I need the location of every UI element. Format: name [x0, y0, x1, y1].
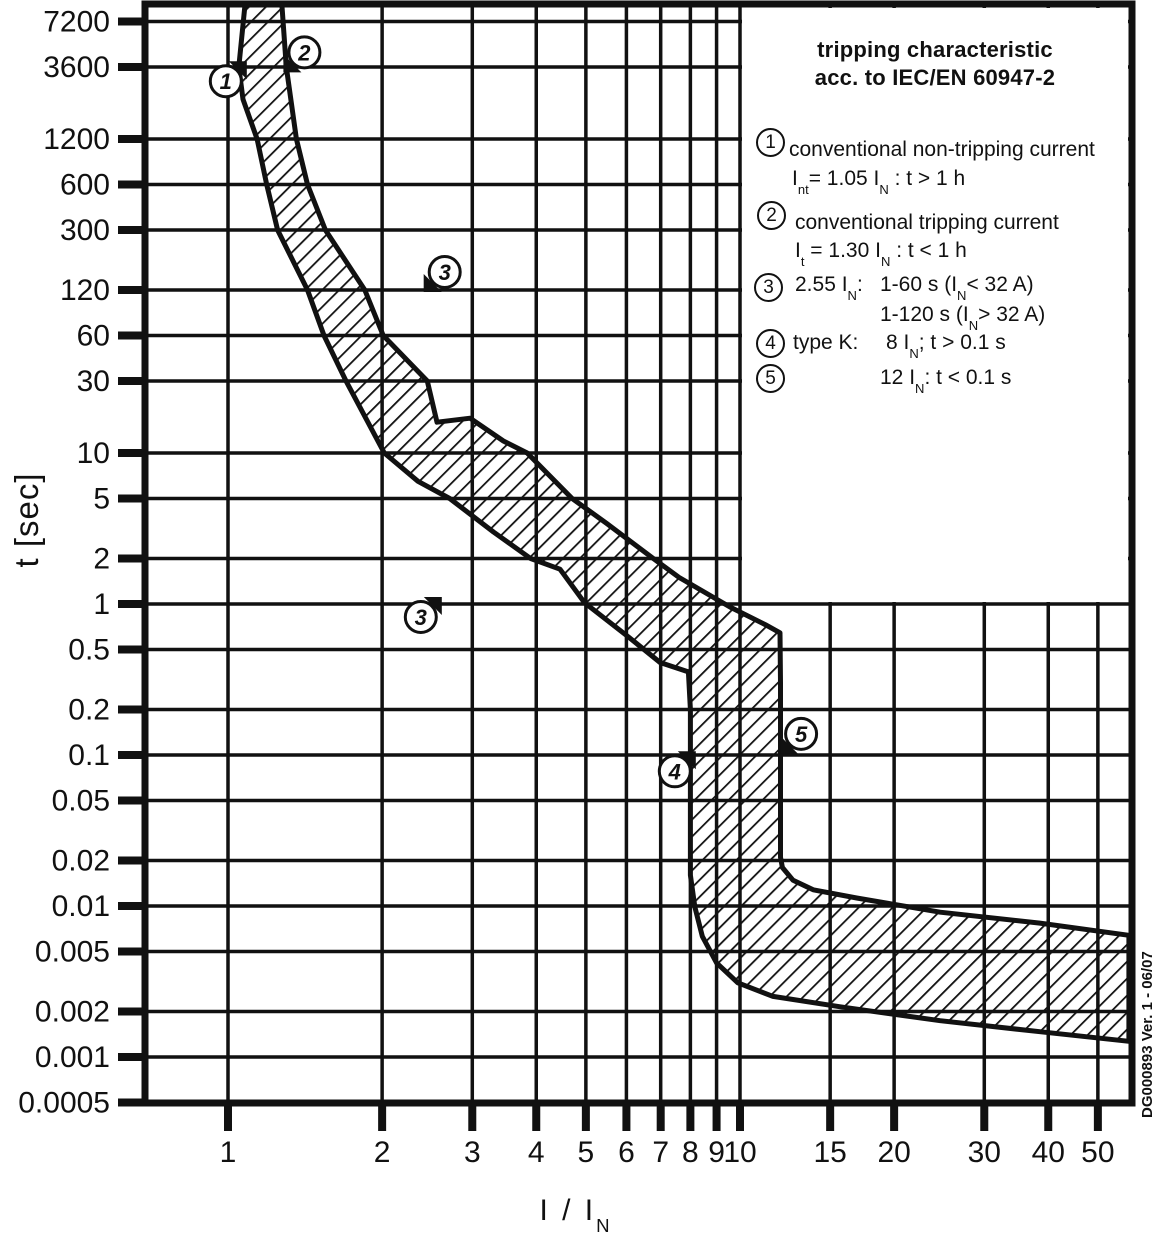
y-tick-label: 0.002 [34, 995, 110, 1029]
y-tick-label: 1200 [43, 123, 110, 157]
x-tick-label: 10 [723, 1136, 757, 1169]
y-tick-label: 0.001 [34, 1041, 110, 1074]
x-tick-label: 15 [813, 1136, 847, 1169]
legend-item-3-range2: 1-120 s ($I_N> 32$ A) [880, 303, 1046, 333]
x-tick-label: 30 [967, 1136, 1001, 1169]
x-tick-label: 50 [1081, 1136, 1115, 1169]
y-tick-label: 30 [76, 364, 110, 398]
document-id-watermark: DG000893 Ver. 1 - 06/07 [1139, 951, 1156, 1118]
legend-item-4-text: 8 $I_N$; t > 0.1 s [886, 331, 1006, 361]
y-tick-label: 2 [93, 542, 110, 576]
y-tick-label: 0.5 [68, 633, 110, 667]
legend-box [742, 8, 1128, 602]
marker-number: 1 [219, 69, 232, 95]
legend-title-line2: acc. to IEC/EN 60947-2 [814, 65, 1056, 90]
y-tick-label: 0.0005 [18, 1086, 110, 1120]
legend-item-4-head: type K: [793, 331, 859, 354]
legend-num-1-icon: 1 [756, 128, 785, 157]
legend-item-1-text: conventional non-tripping current [789, 138, 1095, 161]
y-tick-label: 0.2 [68, 693, 110, 727]
marker-number: 3 [438, 260, 451, 285]
y-tick-label: 60 [76, 319, 110, 353]
x-tick-label: 6 [618, 1136, 635, 1169]
y-tick-label: 10 [76, 437, 110, 470]
y-tick-label: 600 [59, 168, 110, 202]
x-tick-label: 8 [682, 1136, 699, 1169]
x-tick-label: 20 [877, 1136, 911, 1169]
x-tick-label: 4 [527, 1136, 545, 1169]
marker-number: 3 [414, 605, 427, 630]
y-tick-label: 1 [93, 588, 110, 621]
legend-item-1-formula: $I_{nt}= 1.05$ $I_N$ : t > 1 h [792, 167, 966, 197]
y-tick-label: 0.01 [51, 890, 110, 923]
x-tick-label: 3 [463, 1136, 481, 1169]
marker-3 [424, 257, 461, 293]
marker-number: 4 [668, 759, 681, 785]
x-axis-title: I / $I_N$ [539, 1194, 613, 1237]
y-tick-label: 0.1 [68, 739, 110, 772]
marker-number: 2 [298, 40, 311, 66]
legend-title [742, 36, 1128, 92]
y-tick-label: 0.005 [34, 935, 110, 969]
x-tick-label: 9 [708, 1136, 725, 1169]
legend-num-2-icon: 2 [757, 201, 786, 230]
y-tick-label: 3600 [43, 50, 110, 84]
y-tick-label: 7200 [43, 5, 110, 39]
legend-item-3-range1: 1-60 s ($I_N< 32$ A) [880, 273, 1034, 303]
legend-num-4-icon: 4 [756, 329, 785, 358]
legend-num-3-icon: 3 [754, 273, 783, 302]
y-tick-label: 0.02 [51, 844, 110, 878]
legend-item-5-text: 12 $I_N$: t < 0.1 s [880, 366, 1012, 396]
y-tick-label: 0.05 [51, 784, 110, 818]
x-tick-label: 7 [652, 1136, 670, 1169]
y-tick-label: 5 [93, 482, 110, 516]
legend-item-2-formula: $I_t = 1.30$ $I_N$ : t < 1 h [795, 239, 967, 269]
x-tick-label: 40 [1031, 1136, 1065, 1169]
y-tick-label: 120 [59, 274, 110, 308]
legend-item-2-text: conventional tripping current [795, 211, 1059, 234]
x-tick-label: 2 [373, 1136, 391, 1169]
y-axis-title: t [sec] [8, 472, 45, 568]
y-tick-label: 300 [59, 213, 110, 247]
x-tick-label: 1 [219, 1136, 237, 1169]
legend-title-line1: tripping characteristic [817, 37, 1053, 62]
legend-num-5-icon: 5 [756, 364, 785, 393]
legend-item-3-head: 2.55 $I_N$: [795, 273, 863, 303]
marker-number: 5 [794, 721, 808, 747]
x-tick-label: 5 [577, 1136, 595, 1169]
marker-5 [780, 718, 817, 754]
